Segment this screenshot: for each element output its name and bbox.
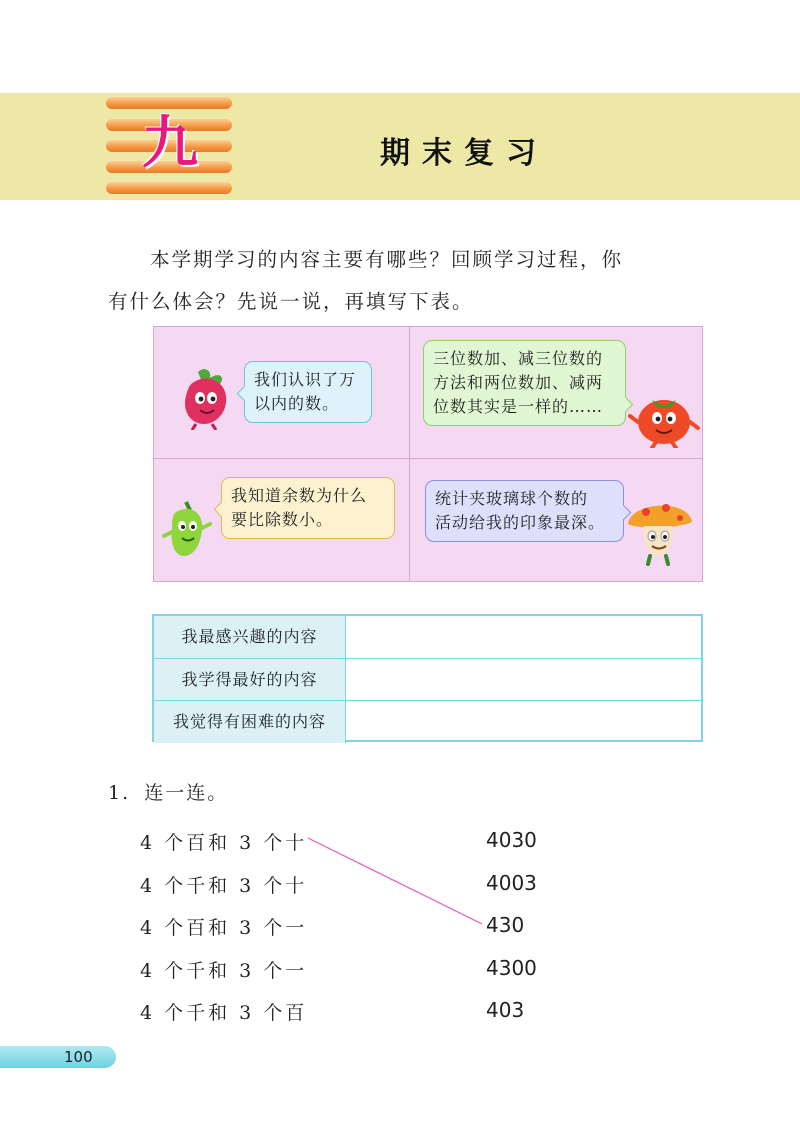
chapter-number: 九 [142,111,198,176]
page-number: 100 [64,1048,93,1066]
bubble-line: 要比除数小。 [231,510,334,529]
chapter-title: 期末复习 [380,136,548,171]
left-item[interactable]: 4 个千和 3 个一 [140,960,308,982]
intro-line-1: 本学期学习的内容主要有哪些？回顾学习过程，你 [150,248,624,271]
bubble-line: 三位数加、减三位数的 [433,349,604,368]
right-item[interactable]: 4300 [486,956,537,980]
right-item[interactable]: 403 [486,998,525,1022]
bubble-line: 我知道余数为什么 [231,486,368,505]
left-item[interactable]: 4 个百和 3 个一 [140,917,308,939]
bubble-line: 方法和两位数加、减两 [433,373,604,392]
bubble-line: 位数其实是一样的…… [433,397,604,416]
page-number-tab [0,1046,116,1068]
left-item[interactable]: 4 个千和 3 个百 [140,1002,308,1024]
bubble-line: 我们认识了万 [254,370,357,389]
bubble-line: 活动给我的印象最深。 [435,513,606,532]
right-item[interactable]: 430 [486,913,525,937]
left-item[interactable]: 4 个百和 3 个十 [140,832,308,854]
intro-line-2: 有什么体会？先说一说，再填写下表。 [108,290,474,313]
left-item[interactable]: 4 个千和 3 个十 [140,875,308,897]
row-label: 我最感兴趣的内容 [154,616,346,658]
exercise-number: 1. [108,782,131,804]
row-label: 我觉得有困难的内容 [154,701,346,743]
row-label: 我学得最好的内容 [154,659,346,701]
exercise-instruction: 连一连。 [144,782,229,804]
bubble-line: 统计夹玻璃球个数的 [435,489,589,508]
right-item[interactable]: 4003 [486,871,537,895]
right-item[interactable]: 4030 [486,828,537,852]
bubble-line: 以内的数。 [254,394,340,413]
